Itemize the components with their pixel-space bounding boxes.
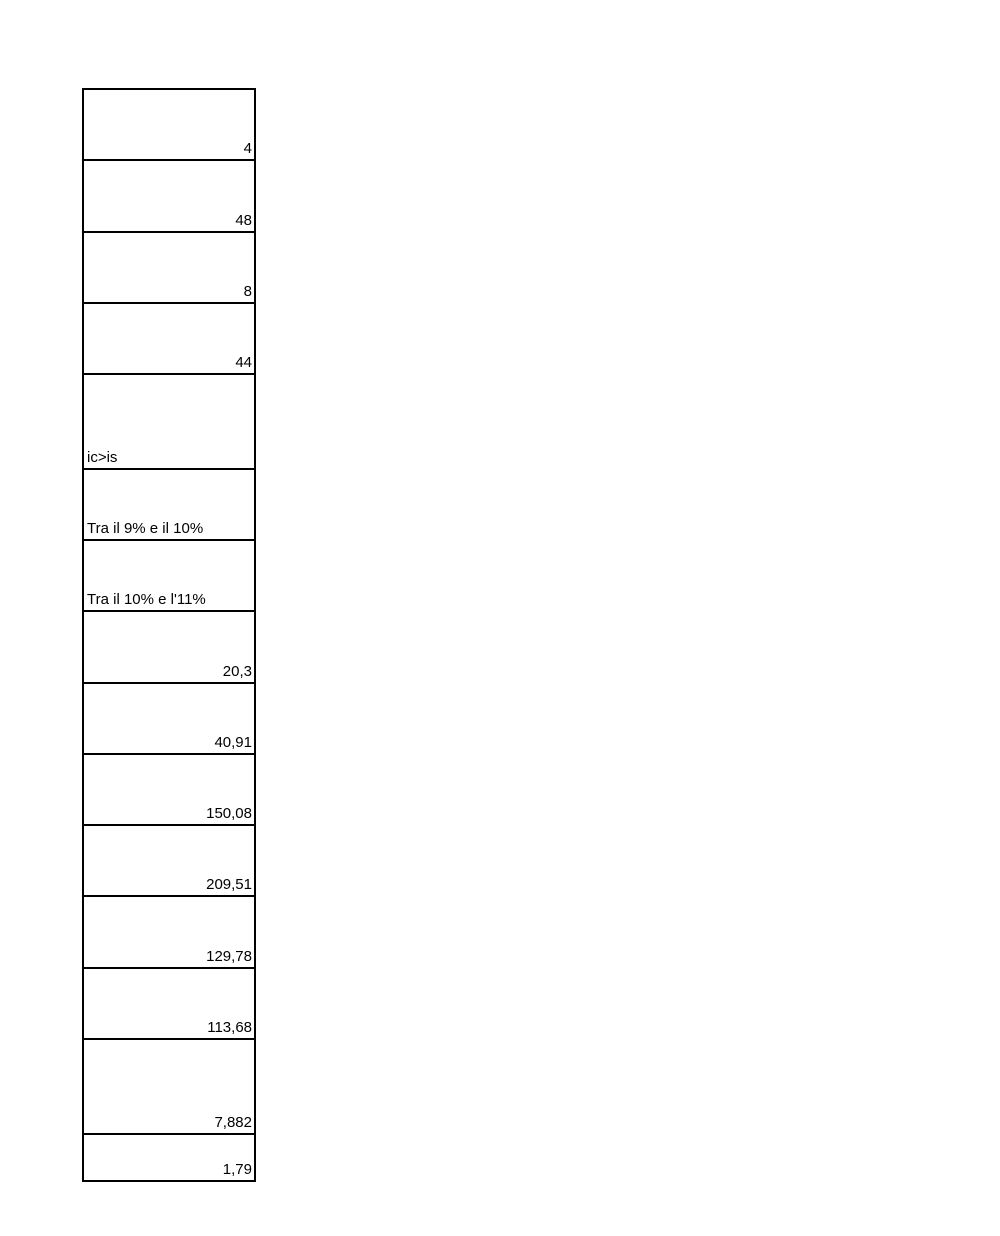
cell-value: 48 xyxy=(235,211,252,229)
cell-row-14[interactable] xyxy=(84,1040,254,1135)
cell-row-8[interactable] xyxy=(84,612,254,683)
cell-value: 8 xyxy=(243,282,252,300)
cell-row-15[interactable] xyxy=(84,1135,254,1183)
cell-row-9[interactable] xyxy=(84,684,254,755)
cell-row-13[interactable] xyxy=(84,969,254,1040)
cell-row-12[interactable] xyxy=(84,897,254,968)
spreadsheet-column xyxy=(82,88,256,1182)
cell-row-1[interactable] xyxy=(84,90,254,161)
cell-value: 129,78 xyxy=(206,947,252,965)
cell-row-10[interactable] xyxy=(84,755,254,826)
cell-value: Tra il 10% e l'11% xyxy=(87,591,206,609)
cell-row-11[interactable] xyxy=(84,826,254,897)
cell-value: 1,79 xyxy=(222,1161,252,1179)
cell-value: 7,882 xyxy=(214,1113,252,1131)
cell-row-6[interactable] xyxy=(84,470,254,541)
cell-row-7[interactable] xyxy=(84,541,254,612)
cell-value: Tra il 9% e il 10% xyxy=(87,519,204,537)
cell-value: 20,3 xyxy=(222,662,252,680)
cell-value: 113,68 xyxy=(207,1019,252,1037)
cell-value: 150,08 xyxy=(206,805,252,823)
cell-row-3[interactable] xyxy=(84,233,254,304)
cell-value: 40,91 xyxy=(214,733,252,751)
cell-value: 209,51 xyxy=(206,876,252,894)
cell-value: ic>is xyxy=(87,448,118,466)
cell-row-5[interactable] xyxy=(84,375,254,470)
cell-value: 44 xyxy=(235,354,252,372)
cell-row-4[interactable] xyxy=(84,304,254,375)
cell-row-2[interactable] xyxy=(84,161,254,232)
cell-value: 4 xyxy=(243,140,252,158)
